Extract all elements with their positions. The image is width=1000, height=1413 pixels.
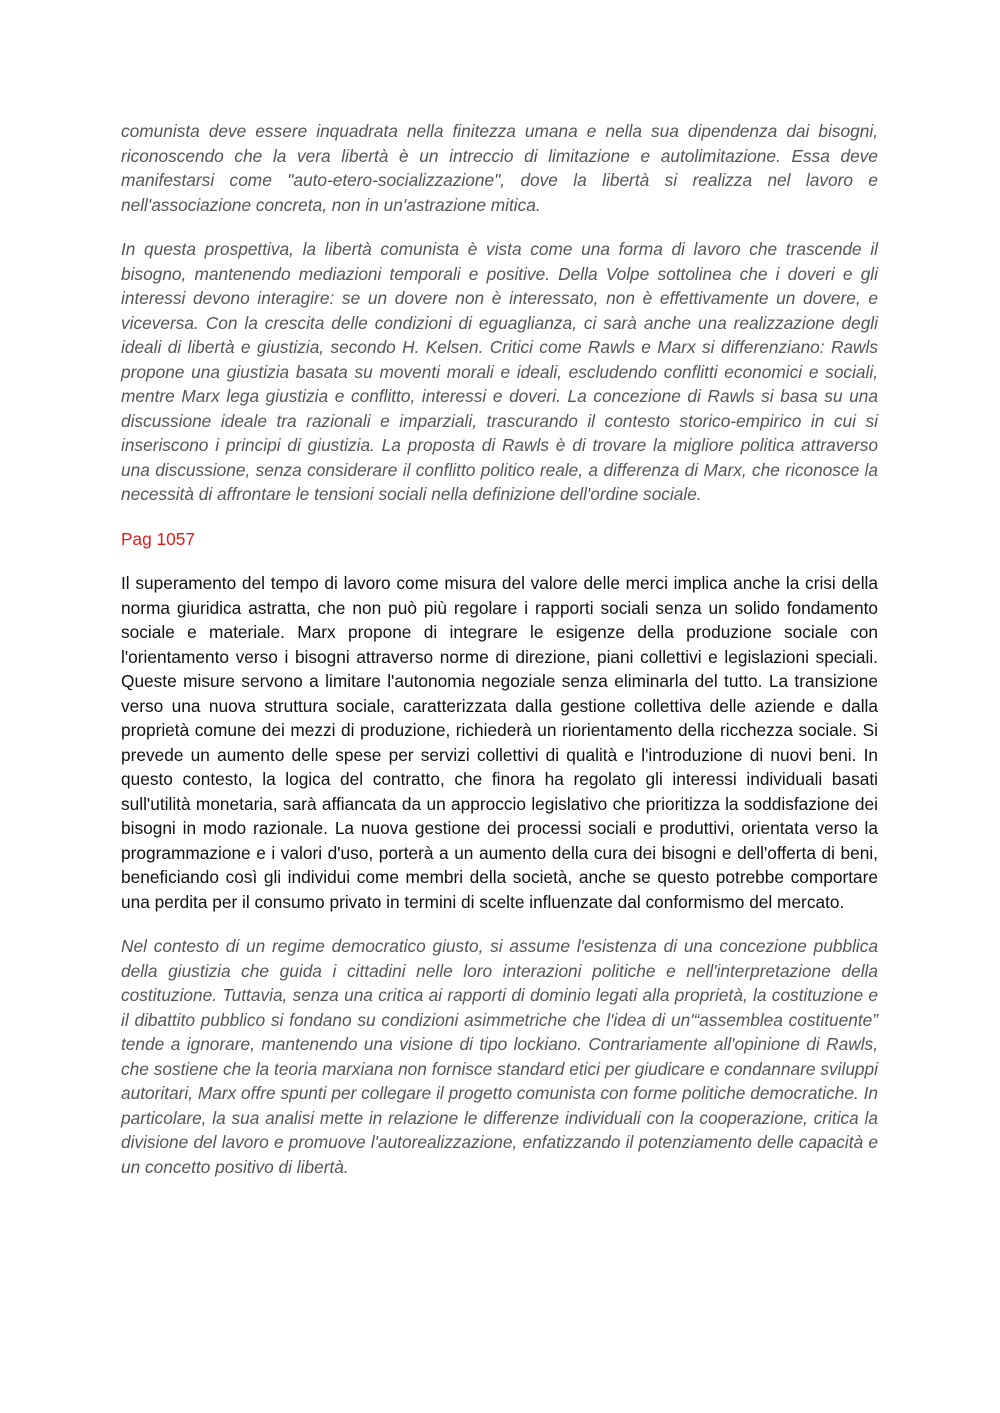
paragraph-italic-2: In questa prospettiva, la libertà comunista è vista come una forma di lavoro che trascende il bisogno, mantenendo mediazioni temporali e positive. Della Volpe sottolinea che i doveri e gli interessi devono interagire: se un dovere non è interessato, non è effettivamente un dovere, e viceversa. Con la crescita delle condizioni di eguaglianza, ci sarà anche una realizzazione degli ideali di libertà e giustizia, secondo H. Kelsen. Critici come Rawls e Marx si differenziano: Rawls propone una giustizia basata su moventi morali e ideali, escludendo conflitti economici e sociali, mentre Marx lega giustizia e conflitto, interessi e doveri. La concezione di Rawls si basa su una discussione ideale tra razionali e imparziali, trascurando il contesto storico-empirico in cui si inseriscono i principi di giustizia. La proposta di Rawls è di trovare la migliore politica attraverso una discussione, senza considerare il conflitto politico reale, a differenza di Marx, che riconosce la necessità di affrontare le tensioni sociali nella definizione dell'ordine sociale.: [121, 239, 878, 504]
paragraph-italic-1: comunista deve essere inquadrata nella finitezza umana e nella sua dipendenza dai bisogni, riconoscendo che la vera libertà è un intreccio di limitazione e autolimitazione. Essa deve manifestarsi come "auto-etero-socializzazione", dove la libertà si realizza nel lavoro e nell'associazione concreta, non in un'astrazione mitica.: [121, 121, 878, 215]
paragraph-body: Il superamento del tempo di lavoro come misura del valore delle merci implica anche la crisi della norma giuridica astratta, che non può più regolare i rapporti sociali senza un solido fondamento sociale e materiale. Marx propone di integrare le esigenze della produzione sociale con l'orientamento verso i bisogni attraverso norme di direzione, piani collettivi e legislazioni speciali. Queste misure servono a limitare l'autonomia negoziale senza eliminarla del tutto. La transizione verso una nuova struttura sociale, caratterizzata dalla gestione collettiva delle aziende e dalla proprietà comune dei mezzi di produzione, richiederà un riorientamento della ricchezza sociale. Si prevede un aumento delle spese per servizi collettivi di qualità e l'introduzione di nuovi beni. In questo contesto, la logica del contratto, che finora ha regolato gli interessi individuali basati sull'utilità monetaria, sarà affiancata da un approccio legislativo che prioritizza la soddisfazione dei bisogni in modo razionale. La nuova gestione dei processi sociali e produttivi, orientata verso la programmazione e i valori d'uso, porterà a un aumento della cura dei bisogni e dell'offerta di beni, beneficiando così gli individui come membri della società, anche se questo potrebbe comportare una perdita per il consumo privato in termini di scelte influenzate dal conformismo del mercato.: [121, 573, 878, 912]
paragraph-italic-3: Nel contesto di un regime democratico giusto, si assume l'esistenza di una concezione pubblica della giustizia che guida i cittadini nelle loro interazioni politiche e nell'interpretazione della costituzione. Tuttavia, senza una critica ai rapporti di dominio legati alla proprietà, la costituzione e il dibattito pubblico si fondano su condizioni asimmetriche che l'idea di un'“assemblea costituente” tende a ignorare, mantenendo una visione di tipo lockiano. Contrariamente all'opinione di Rawls, che sostiene che la teoria marxiana non fornisce standard etici per giudicare e condannare sviluppi autoritari, Marx offre spunti per collegare il progetto comunista con forme politiche democratiche. In particolare, la sua analisi mette in relazione le differenze individuali con la cooperazione, critica la divisione del lavoro e promuove l'autorealizzazione, enfatizzando il potenziamento delle capacità e un concetto positivo di libertà.: [121, 936, 878, 1177]
document-page: [121, 119, 878, 1179]
page-reference: Pag 1057: [121, 528, 195, 549]
